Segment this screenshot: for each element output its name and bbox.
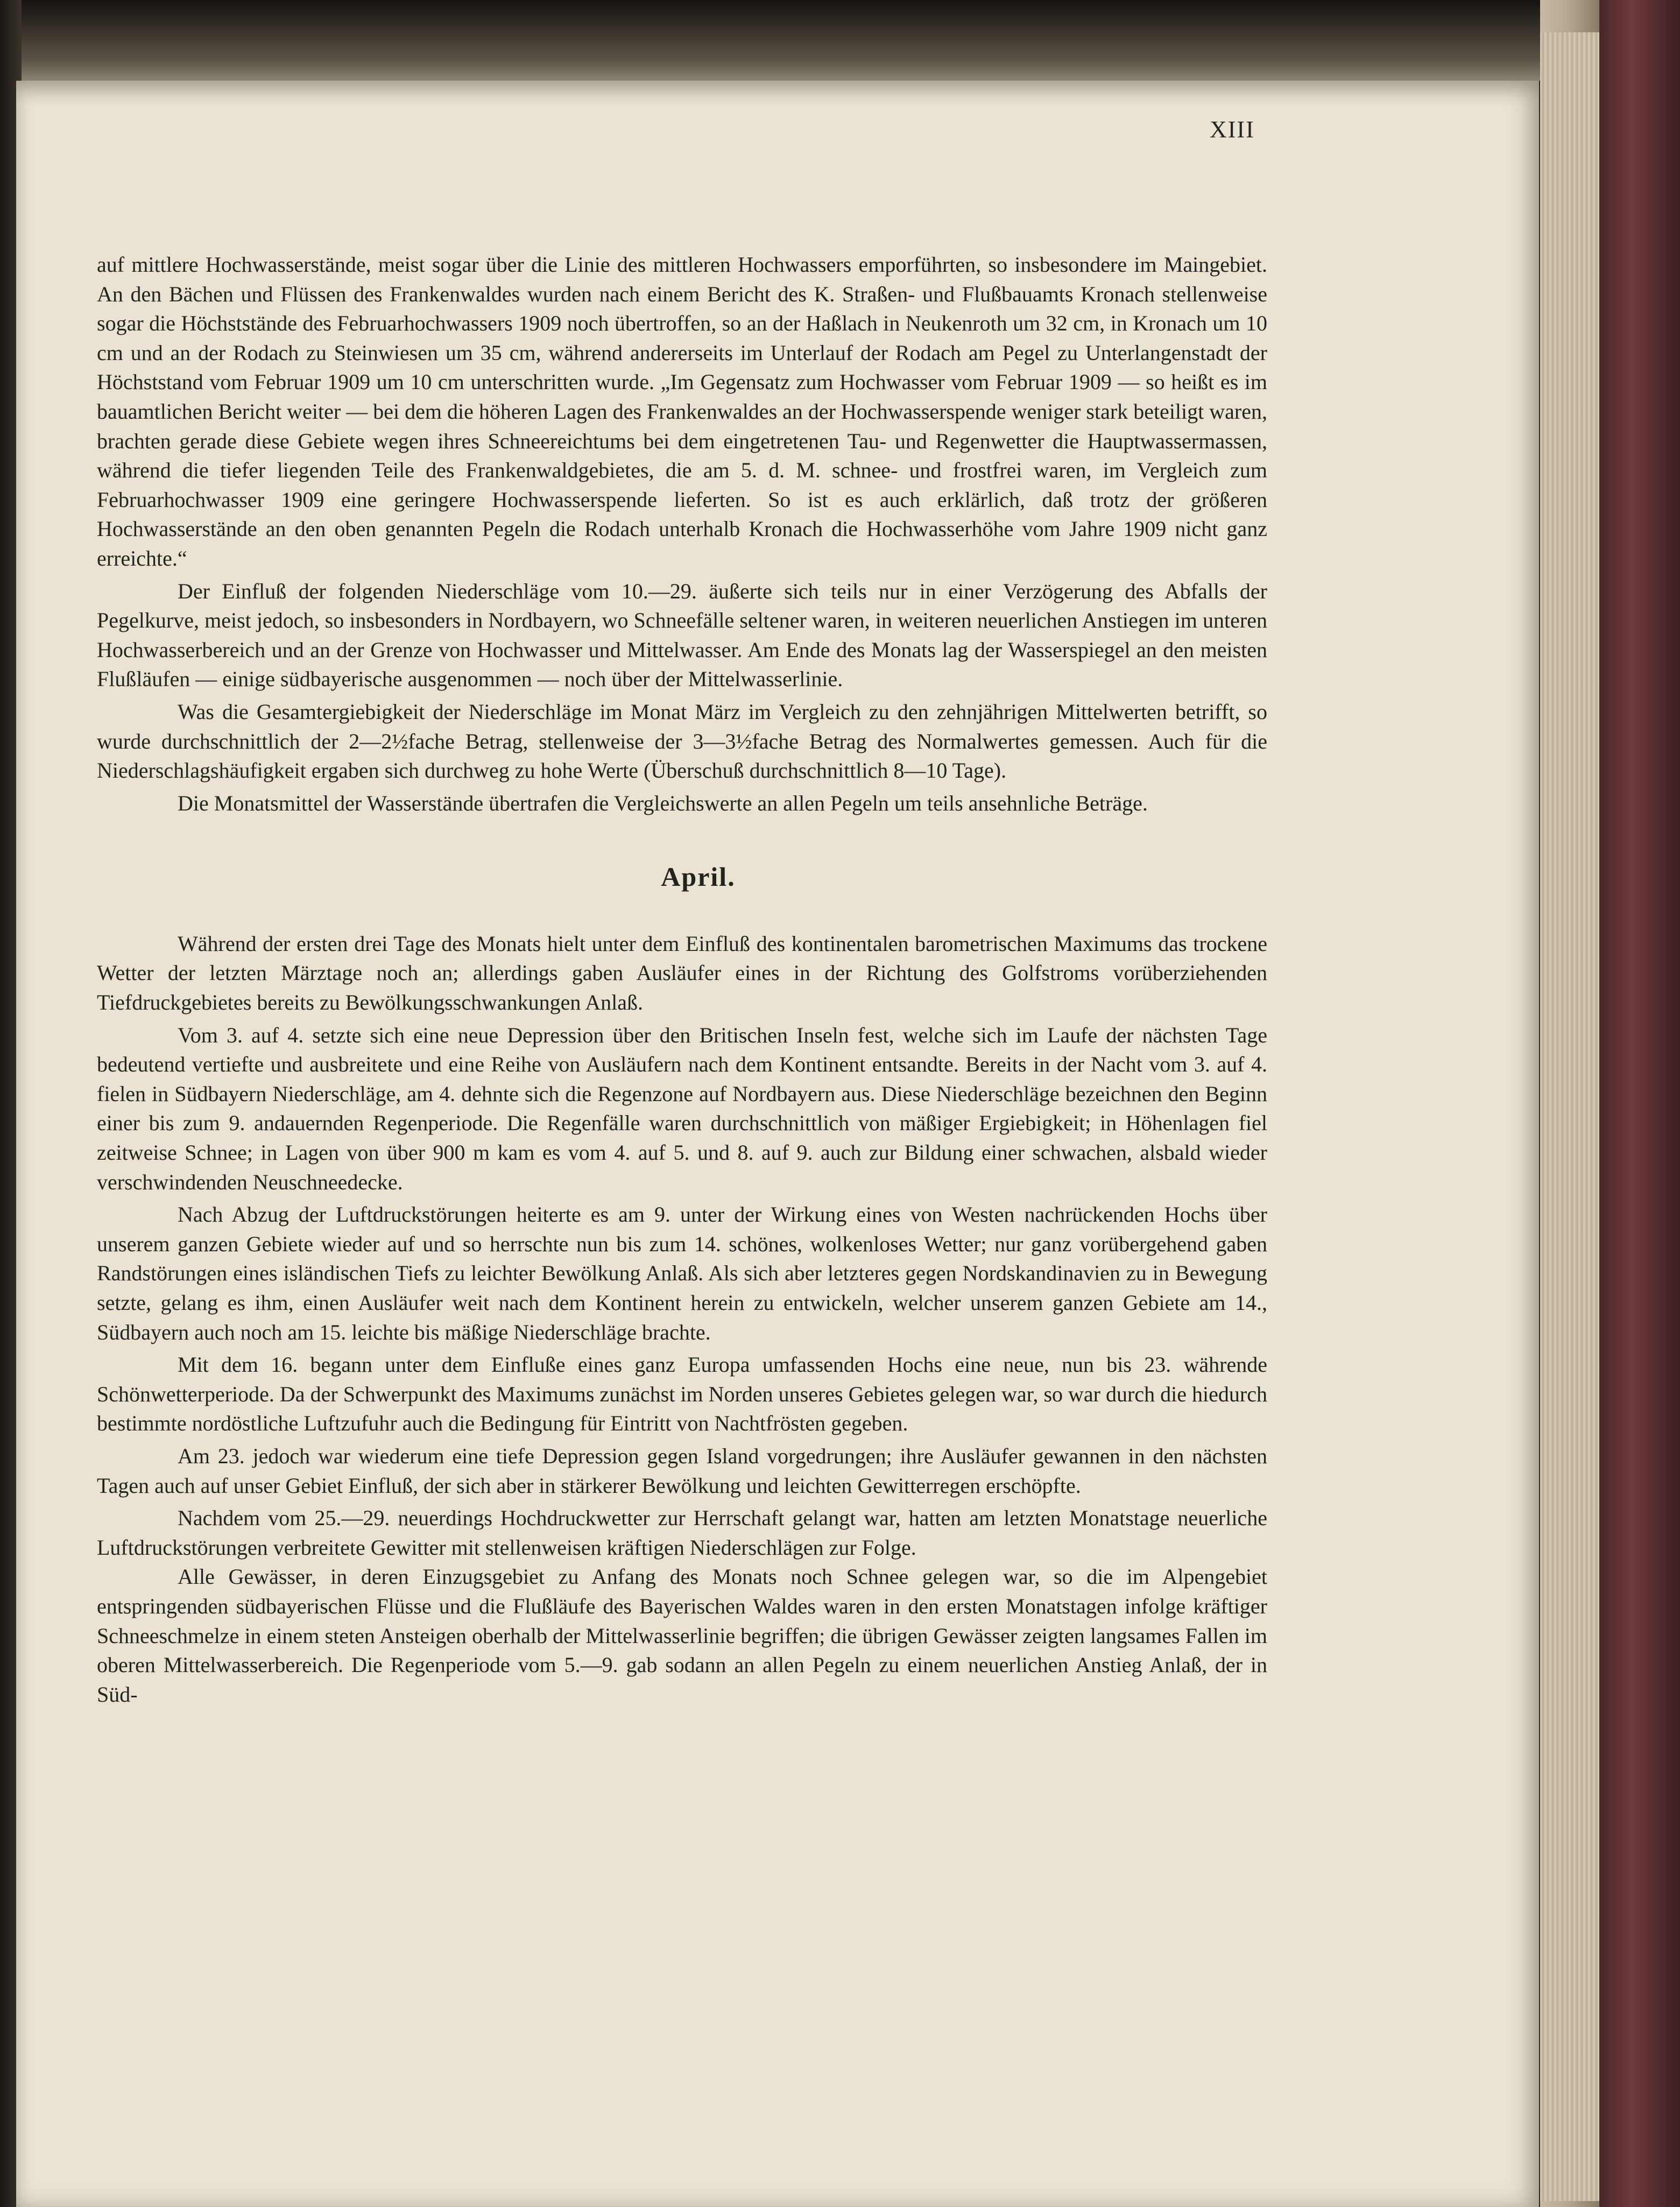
paragraph: Der Einfluß der folgenden Niederschläge vom 10.—29. äußerte sich teils nur in einer Verzögerung des Abfalls der Pegelkurve, meist jedoch, so insbesonders in Nordbayern, wo Schneefälle seltener waren, in weiteren neuerlichen Anstiegen im unteren Hochwasserbereich und an der Grenze von Hochwasser und Mittelwasser. Am Ende des Monats lag der Wasserspiegel an den meisten Flußläufen — einige südbayerische ausgenommen — noch über der Mittelwasserlinie. (97, 579, 1267, 692)
page-stack-edge (1540, 32, 1599, 2201)
section-heading: April. (661, 862, 736, 892)
paragraph: Nach Abzug der Luftdruckstörungen heiterte es am 9. unter der Wirkung eines von Westen nachrückenden Hochs über unserem ganzen Gebiete wieder auf und so herrschte nun bis zum 14. schönes, wolkenloses Wetter; nur ganz vorübergehend gaben Randstörungen eines isländischen Tiefs zu leichter Bewölkung Anlaß. Als sich aber letzteres gegen Nordskandinavien zu in Bewegung setzte, gelang es ihm, einen Ausläufer weit nach dem Kontinent herein zu entwickeln, welcher unserem ganzen Gebiete am 14., Südbayern auch noch am 15. leichte bis mäßige Niederschläge brachte. (97, 1202, 1267, 1344)
page-number: XIII (1210, 116, 1255, 143)
paragraph: Mit dem 16. begann unter dem Einfluße eines ganz Europa umfassenden Hochs eine neue, nun bis 23. währende Schönwetterperiode. Da der Schwerpunkt des Maximums zunächst im Norden unseres Gebietes gelegen war, so war durch die hiedurch bestimmte nordöstliche Luftzufuhr auch die Bedingung für Eintritt von Nachtfrösten gegeben. (97, 1352, 1267, 1436)
paragraph: Am 23. jedoch war wiederum eine tiefe Depression gegen Island vorgedrungen; ihre Ausläufer gewannen in den nächsten Tagen auch auf unser Gebiet Einfluß, der sich aber in stärkerer Bewölkung und leichten Gewitterregen erschöpfte. (97, 1443, 1267, 1498)
book-top-edge (0, 0, 1680, 81)
paragraph: Während der ersten drei Tage des Monats hielt unter dem Einfluß des kontinentalen barometrischen Maximums das trockene Wetter der letzten Märztage noch an; allerdings gaben Ausläufer eines in der Richtung des Golfstroms vorüberziehenden Tiefdruckgebietes bereits zu Bewölkungsschwankungen Anlaß. (97, 931, 1267, 1015)
paragraph: Alle Gewässer, in deren Einzugsgebiet zu Anfang des Monats noch Schnee gelegen war, so die im Alpengebiet entspringenden südbayerischen Flüsse und die Flußläufe des Bayerischen Waldes waren in den ersten Monatstagen infolge kräftiger Schneeschmelze in einem steten Ansteigen oberhalb der Mittelwasserlinie begriffen; die übrigen Gewässer zeigten langsames Fallen im oberen Mittelwasserbereich. Die Regenperiode vom 5.—9. gab sodann an allen Pegeln zu einem neuerlichen Anstieg Anlaß, der in Süd- (97, 1564, 1267, 1707)
paragraph: Nachdem vom 25.—29. neuerdings Hochdruckwetter zur Herrschaft gelangt war, hatten am letzten Monatstage neuerliche Luftdruckstörungen verbreitete Gewitter mit stellenweisen kräftigen Niederschlägen zur Folge. (97, 1506, 1267, 1560)
paragraph: auf mittlere Hochwasserstände, meist sogar über die Linie des mittleren Hochwassers emporführten, so insbesondere im Maingebiet. An den Bächen und Flüssen des Frankenwaldes wurden nach einem Bericht des K. Straßen- und Flußbauamts Kronach stellenweise sogar die Höchststände des Februarhochwassers 1909 noch übertroffen, so an der Haßlach in Neukenroth um 32 cm, in Kronach um 10 cm und an der Rodach zu Steinwiesen um 35 cm, während andererseits im Unterlauf der Rodach am Pegel zu Unterlangenstadt der Höchststand vom Februar 1909 um 10 cm unterschritten wurde. „Im Gegensatz zum Hochwasser vom Februar 1909 — so heißt es im bauamtlichen Bericht weiter — bei dem die höheren Lagen des Frankenwaldes an der Hochwasserspende weniger stark beteiligt waren, brachten gerade diese Gebiete wegen ihres Schneereichtums bei dem eingetretenen Tau- und Regenwetter die Hauptwassermassen, während die tiefer liegenden Teile des Frankenwaldgebietes, die am 5. d. M. schnee- und frostfrei waren, im Vergleich zum Februarhochwasser 1909 eine geringere Hochwasserspende lieferten. So ist es auch erklärlich, daß trotz der größeren Hochwasserstände an den oben genannten Pegeln die Rodach unterhalb Kronach die Hochwasserhöhe vom Jahre 1909 nicht ganz erreichte.“ (97, 252, 1267, 570)
page-body (97, 250, 1267, 1709)
paragraph: Was die Gesamtergiebigkeit der Niederschläge im Monat März im Vergleich zu den zehnjährigen Mittelwerten betrifft, so wurde durchschnittlich der 2—2½fache Betrag, stellenweise der 3—3½fache Betrag des Normalwertes gemessen. Auch für die Niederschlagshäufigkeit ergaben sich durchweg zu hohe Werte (Überschuß durchschnittlich 8—10 Tage). (97, 699, 1267, 783)
book-binding (1599, 0, 1680, 2207)
paragraph: Die Monatsmittel der Wasserstände übertrafen die Vergleichswerte an allen Pegeln um teils ansehnliche Beträge. (178, 791, 1148, 815)
paragraph: Vom 3. auf 4. setzte sich eine neue Depression über den Britischen Inseln fest, welche sich im Laufe der nächsten Tage bedeutend vertiefte und ausbreitete und eine Reihe von Ausläufern nach dem Kontinent entsandte. Bereits in der Nacht vom 3. auf 4. fielen in Südbayern Niederschläge, am 4. dehnte sich die Regenzone auf Nordbayern aus. Diese Niederschläge bezeichnen den Beginn einer bis zum 9. andauernden Regenperiode. Die Regenfälle waren durchschnittlich von mäßiger Ergiebigkeit; in Höhenlagen fiel zeitweise Schnee; in Lagen von über 900 m kam es vom 4. auf 5. und 8. auf 9. auch zur Bildung einer schwachen, alsbald wieder verschwindenden Neuschneedecke. (97, 1023, 1267, 1194)
